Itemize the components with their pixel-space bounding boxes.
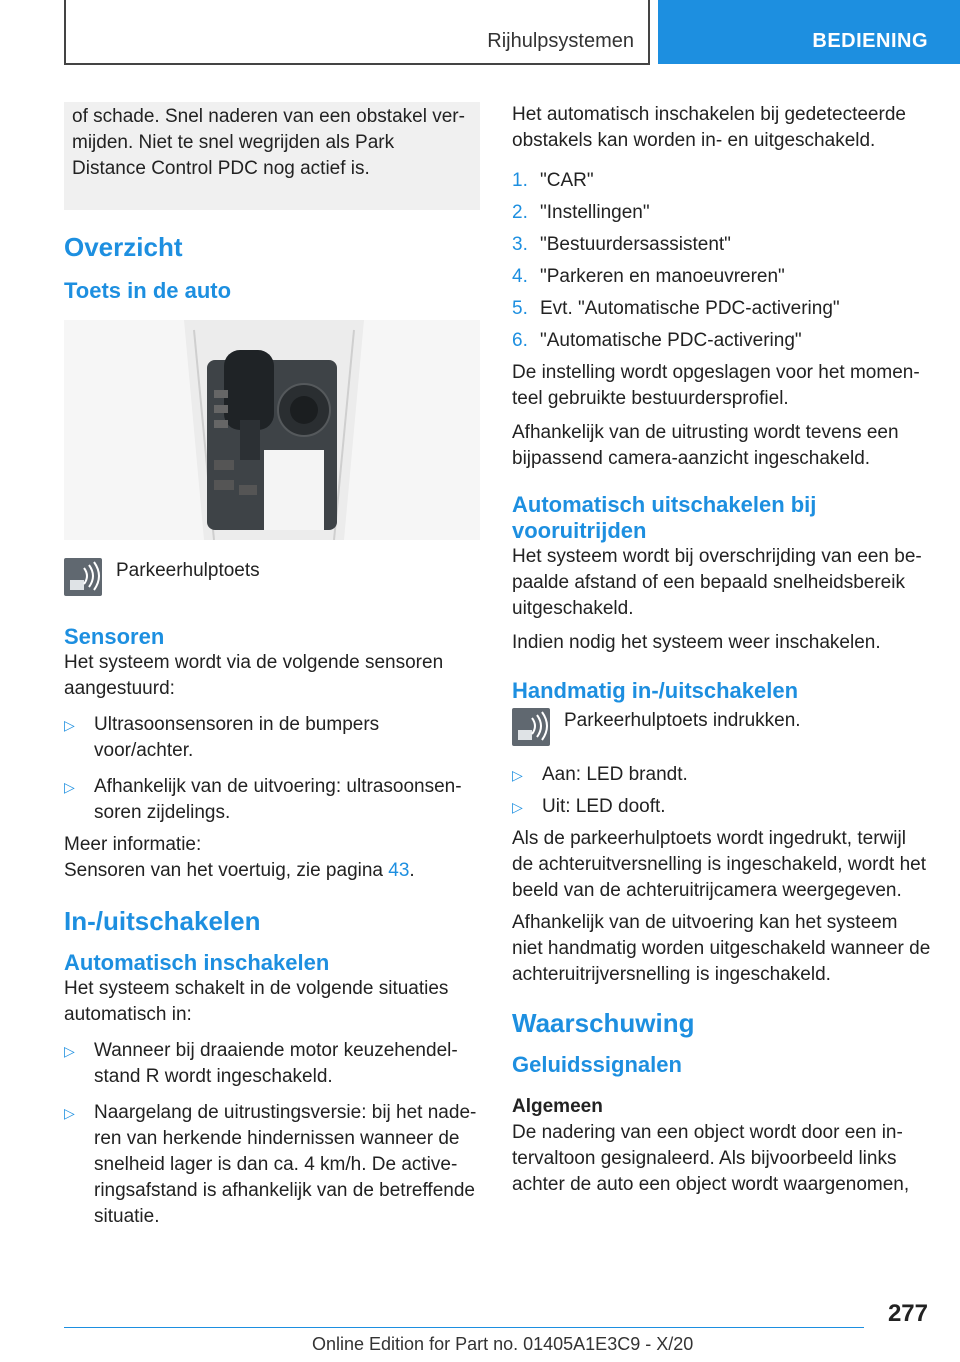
meer-informatie: Meer informatie: <box>64 834 202 855</box>
heading-auto-uitschakelen: Automatisch uitschakelen bij vooruitrijden <box>512 492 817 543</box>
algemeen-text: De nadering van een object wordt door een in-tervaltoon gesignaleerd. Als bijvoorbeeld links achter de auto een object wordt waargenomen, <box>512 1122 910 1195</box>
page-number: 277 <box>887 1300 928 1327</box>
step-item: 4. "Parkeren en manoeuvreren" <box>512 266 785 287</box>
step-item: 6. "Automatische PDC-activering" <box>512 330 802 351</box>
auto-in-intro: Het systeem schakelt in de volgende situaties automatisch in: <box>64 978 449 1025</box>
heading-inuitschakelen: In-/uitschakelen <box>64 906 261 936</box>
step-item: 2. "Instellingen" <box>512 202 650 223</box>
list-item: ▷ Aan: LED brandt. <box>512 762 932 788</box>
footer-rule <box>64 1327 864 1328</box>
step-item: 5. Evt. "Automatische PDC-activering" <box>512 298 840 319</box>
step-item: 3. "Bestuurdersassistent" <box>512 234 731 255</box>
heading-handmatig: Handmatig in-/uitschakelen <box>512 678 799 703</box>
footer-edition: Online Edition for Part no. 01405A1E3C9 - X/20 <box>312 1334 694 1354</box>
console-illustration <box>64 320 480 540</box>
bullet-triangle-icon: ▷ <box>512 767 523 783</box>
hand-list <box>512 762 932 820</box>
heading-geluidssignalen: Geluidssignalen <box>512 1052 682 1077</box>
auto-uit-text: Het systeem wordt bij overschrijding van een be-paalde afstand of een bepaald snelheidsbereik uitgeschakeld. <box>512 546 922 619</box>
header-divider-left <box>64 0 66 64</box>
heading-algemeen: Algemeen <box>512 1096 603 1117</box>
hand-text-2: Afhankelijk van de uitvoering kan het systeem niet handmatig worden uitgeschakeld wanneer de achteruitrijversnelling is ingeschakeld. <box>512 912 931 985</box>
sensoren-reference: Sensoren van het voertuig, zie pagina 43. <box>64 860 415 881</box>
heading-toets: Toets in de auto <box>64 278 232 303</box>
parking-button-row <box>64 558 480 596</box>
parking-button-label: Parkeerhulptoets <box>116 560 260 581</box>
section-title: Rijhulpsystemen <box>487 30 634 52</box>
auto-in-list <box>64 1038 480 1230</box>
saved-text: De instelling wordt opgeslagen voor het momen-teel gebruikte bestuurdersprofiel. <box>512 362 920 409</box>
bullet-triangle-icon: ▷ <box>64 1043 75 1059</box>
sensoren-intro: Het systeem wordt via de volgende sensoren aangestuurd: <box>64 652 444 699</box>
list-item: ▷ Ultrasoonsensoren in de bumpers voor/achter. <box>64 714 380 761</box>
hand-button-label: Parkeerhulptoets indrukken. <box>564 710 801 731</box>
bullet-triangle-icon: ▷ <box>512 799 523 815</box>
header-divider-right <box>648 0 650 64</box>
auto-in-toggle-intro: Het automatisch inschakelen bij gedetecteerde obstakels kan worden in- en uitgeschakeld. <box>512 104 906 151</box>
hand-text-1: Als de parkeerhulptoets wordt ingedrukt, terwijl de achteruitversnelling is ingeschakeld, wordt het beeld van de achteruitrijcamera weergegeven. <box>512 828 927 901</box>
list-item: ▷ Afhankelijk van de uitvoering: ultrasoonsen-soren zijdelings. <box>64 776 462 823</box>
right-column <box>512 102 932 1198</box>
heading-overzicht: Overzicht <box>64 232 183 262</box>
chapter-label: BEDIENING <box>812 30 928 52</box>
camera-text: Afhankelijk van de uitrusting wordt tevens een bijpassend camera-aanzicht ingeschakeld. <box>512 422 899 469</box>
header-underline <box>64 63 650 65</box>
bullet-triangle-icon: ▷ <box>64 717 75 733</box>
step-item: 1. "CAR" <box>512 170 594 191</box>
list-item: ▷ Wanneer bij draaiende motor keuzehendel-stand R wordt ingeschakeld. <box>64 1040 458 1087</box>
list-item: ▷ Uit: LED dooft. <box>512 794 932 820</box>
left-column <box>64 102 480 1230</box>
bullet-triangle-icon: ▷ <box>64 1105 75 1121</box>
parking-assist-icon <box>512 708 550 746</box>
center-console-photo <box>64 320 480 540</box>
warning-box <box>64 102 480 210</box>
page-link-43[interactable]: 43 <box>388 860 410 881</box>
warning-text: of schade. Snel naderen van een obstakel ver-mijden. Niet te snel wegrijden als Park Distance Control PDC nog actief is. <box>72 106 465 179</box>
heading-waarschuwing: Waarschuwing <box>512 1008 695 1038</box>
auto-uit-text-2: Indien nodig het systeem weer inschakelen. <box>512 632 881 653</box>
chapter-tab <box>658 0 960 64</box>
parking-assist-icon <box>64 558 102 596</box>
sensoren-list <box>64 712 480 826</box>
hand-button-row <box>512 708 932 746</box>
steps-list <box>512 168 932 354</box>
heading-auto-inschakelen: Automatisch inschakelen <box>64 950 330 975</box>
heading-sensoren: Sensoren <box>64 624 165 649</box>
bullet-triangle-icon: ▷ <box>64 779 75 795</box>
list-item: ▷ Naargelang de uitrustingsversie: bij het nade-ren van herkende hindernissen wanneer de snelheid lager is dan ca. 4 km/h. De active-ringsafstand is afhankelijk van de betreffende situatie. <box>64 1102 477 1227</box>
